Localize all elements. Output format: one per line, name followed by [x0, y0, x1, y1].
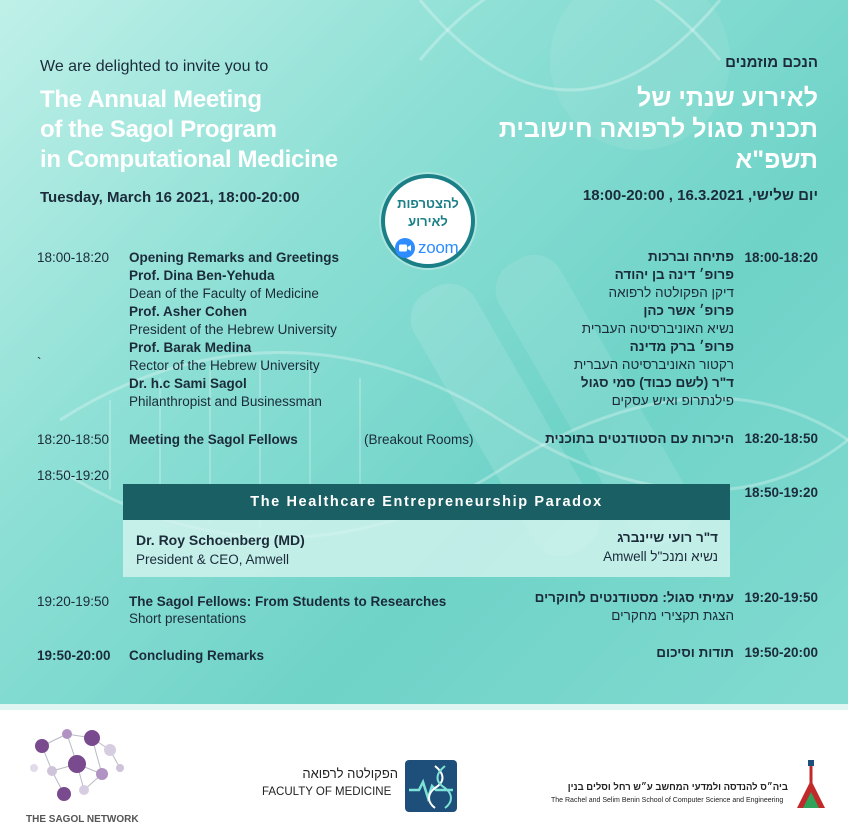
speaker-name-he: פרופ׳ ברק מדינה [629, 339, 734, 354]
event-title-en-line-1: The Annual Meeting [40, 86, 262, 113]
closing-time-he: 19:50-20:00 [744, 645, 818, 660]
speaker-role-he: דיקן הפקולטה לרפואה [608, 285, 734, 300]
speaker-role-en: Dean of the Faculty of Medicine [129, 286, 319, 301]
event-date-he: יום שלישי, 16.3.2021 , 18:00-20:00 [582, 187, 818, 204]
faculty-label-he: הפקולטה לרפואה [302, 766, 398, 781]
opening-title-he: פתיחה וברכות [648, 249, 734, 264]
fellows-time-he: 18:20-18:50 [744, 431, 818, 446]
cs-school-label-en: The Rachel and Selim Benin School of Computer Science and Engineering [551, 797, 784, 804]
opening-time-en: 18:00-18:20 [37, 250, 110, 265]
speaker-name-en: Prof. Dina Ben-Yehuda [129, 268, 275, 283]
event-date-en: Tuesday, March 16 2021, 18:00-20:00 [40, 189, 300, 206]
event-title-he-line-2: תכנית סגול לרפואה חישובית [498, 115, 818, 143]
event-title-he-line-3: תשפ"א [735, 146, 818, 174]
event-title-en-line-2: of the Sagol Program [40, 116, 277, 143]
event-title-en-line-3: in Computational Medicine [40, 146, 338, 173]
fellows-title-en: Meeting the Sagol Fellows [129, 432, 298, 447]
speaker-name-en: Prof. Asher Cohen [129, 304, 248, 319]
speaker-name-he: פרופ׳ דינה בן יהודה [614, 267, 734, 282]
speaker-role-en: President of the Hebrew University [129, 322, 337, 337]
breakout-rooms-note: (Breakout Rooms) [364, 432, 474, 447]
sagol-network-logo-icon [22, 716, 132, 808]
students-title-en: The Sagol Fellows: From Students to Researches [129, 594, 447, 609]
speaker-role-he: נשיא האוניברסיטה העברית [581, 321, 734, 336]
students-sub-he: הצגת תקצירי מחקרים [611, 608, 734, 623]
speaker-name-en: Prof. Barak Medina [129, 340, 252, 355]
students-time-he: 19:20-19:50 [744, 590, 818, 605]
zoom-logo-text: zoom [418, 238, 459, 257]
speaker-role-he: רקטור האוניברסיטה העברית [573, 357, 734, 372]
closing-time-en: 19:50-20:00 [37, 648, 111, 663]
zoom-join-label-line-2: לאירוע [408, 214, 448, 229]
video-camera-icon [395, 238, 415, 258]
stray-mark: ` [37, 355, 42, 370]
zoom-join-label-line-1: להצטרפות [397, 196, 459, 211]
speaker-role-he: פילנתרופ ואיש עסקים [611, 393, 734, 408]
sagol-network-label: THE SAGOL NETWORK [26, 814, 139, 825]
opening-time-he: 18:00-18:20 [744, 250, 818, 265]
event-title-he-line-1: לאירוע שנתי של [636, 84, 818, 112]
speaker-role-en: Philanthropist and Businessman [129, 394, 322, 409]
students-sub-en: Short presentations [129, 611, 247, 626]
speaker-role-en: Rector of the Hebrew University [129, 358, 320, 373]
faculty-medicine-logo-icon [405, 760, 457, 812]
students-time-en: 19:20-19:50 [37, 594, 110, 609]
speaker-name-he: פרופ׳ אשר כהן [643, 303, 734, 318]
keynote-speaker-box [123, 520, 730, 577]
fellows-time-en: 18:20-18:50 [37, 432, 110, 447]
faculty-label-en: FACULTY OF MEDICINE [262, 786, 392, 798]
keynote-role-en: President & CEO, Amwell [136, 552, 290, 567]
keynote-banner: The Healthcare Entrepreneurship Paradox [123, 484, 730, 520]
keynote-speaker-he: ד"ר רועי שיינברג [617, 530, 718, 545]
keynote-role-he: נשיא ומנכ"ל Amwell [603, 549, 718, 564]
keynote-speaker-en: Dr. Roy Schoenberg (MD) [136, 532, 305, 548]
invite-intro-he: הנכם מוזמנים [725, 54, 818, 71]
zoom-join-button[interactable] [381, 174, 475, 268]
paradox-time-he: 18:50-19:20 [744, 485, 818, 500]
footer [0, 710, 848, 835]
speaker-name-he: ד"ר (לשם כבוד) סמי סגול [580, 375, 734, 390]
closing-title-he: תודות וסיכום [656, 645, 734, 660]
opening-title-en: Opening Remarks and Greetings [129, 250, 340, 265]
closing-title-en: Concluding Remarks [129, 648, 265, 663]
fellows-title-he: היכרות עם הסטודנטים בתוכנית [545, 431, 734, 446]
paradox-time-en: 18:50-19:20 [37, 468, 110, 483]
speaker-name-en: Dr. h.c Sami Sagol [129, 376, 247, 391]
cs-school-label-he: ביה״ס להנדסה ולמדעי המחשב ע״ש רחל וסלים בנין [567, 782, 788, 793]
invite-intro-en: We are delighted to invite you to [40, 58, 269, 75]
hebrew-university-logo-icon [793, 758, 829, 812]
students-title-he: עמיתי סגול: מסטודנטים לחוקרים [534, 590, 734, 605]
